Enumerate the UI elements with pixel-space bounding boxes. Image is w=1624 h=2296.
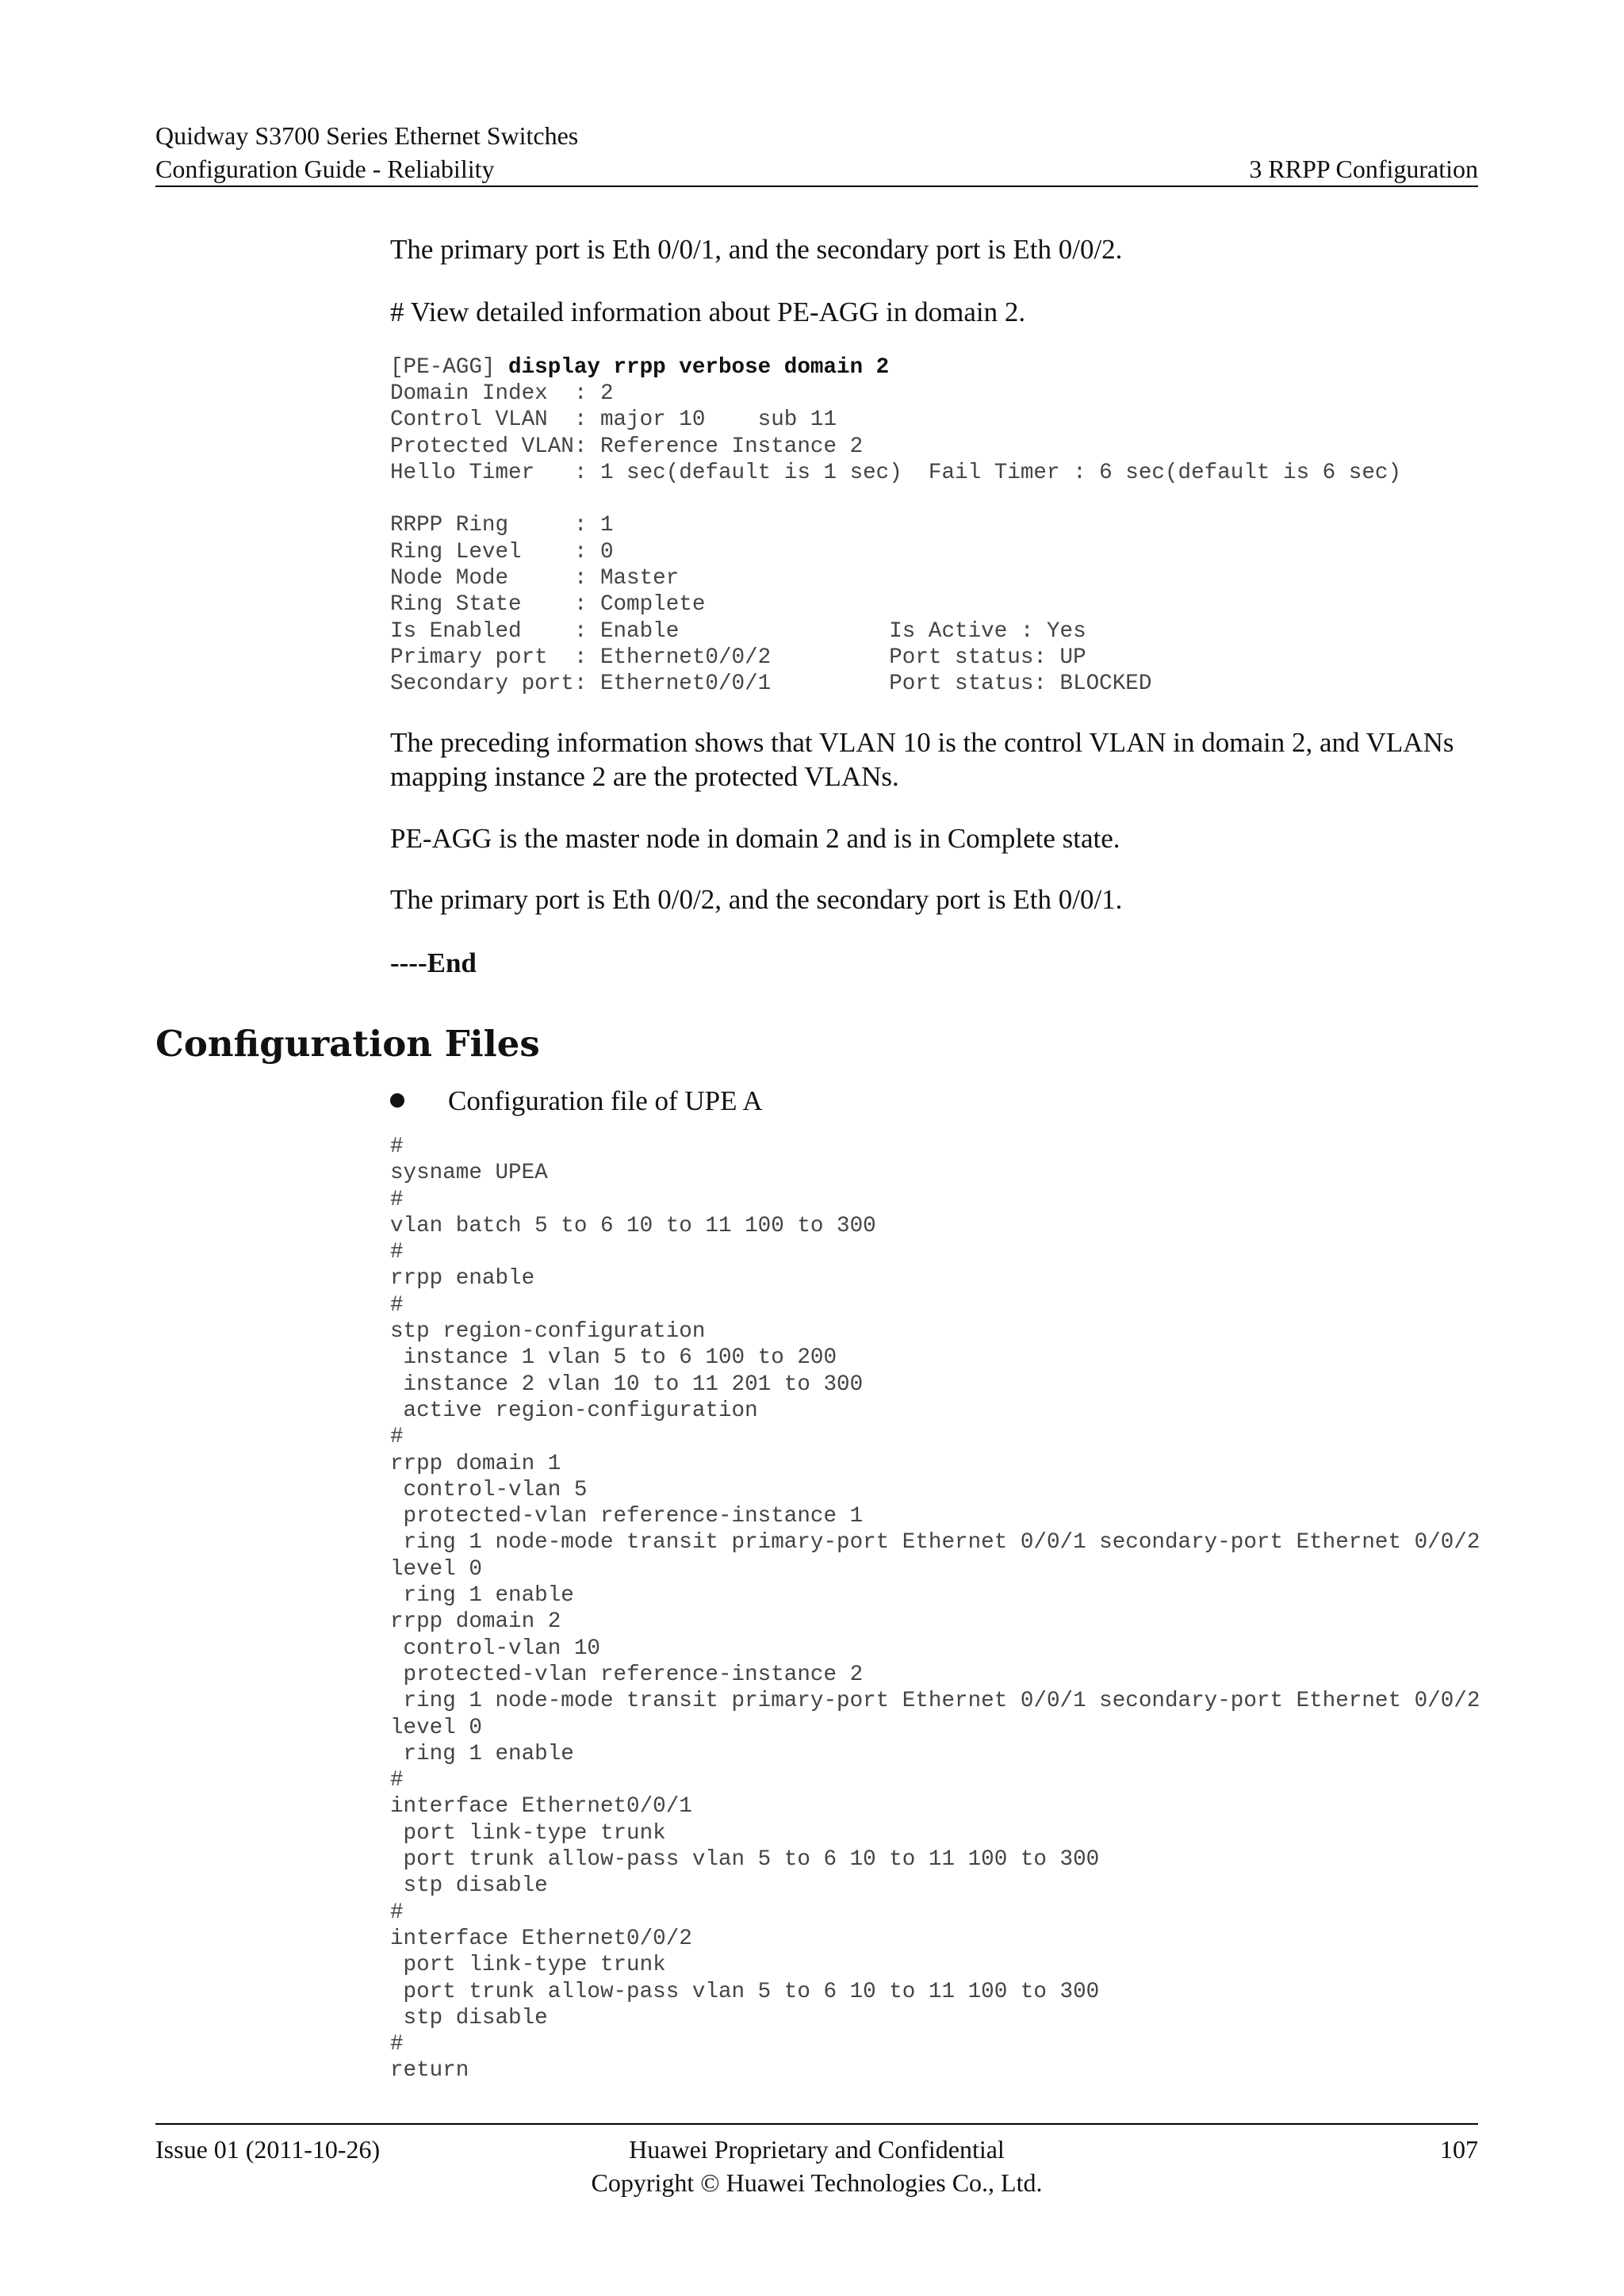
header-guide: Configuration Guide - Reliability (155, 155, 495, 183)
command-text: display rrpp verbose domain 2 (508, 355, 890, 380)
paragraph-primary-port-2: The primary port is Eth 0/0/2, and the secondary port is Eth 0/0/1. (390, 884, 1123, 915)
paragraph-master-node: PE-AGG is the master node in domain 2 and is in Complete state. (390, 823, 1120, 854)
header-chapter: 3 RRPP Configuration (1249, 155, 1478, 183)
command-prompt: [PE-AGG] (390, 355, 509, 380)
command-output: Domain Index : 2 Control VLAN : major 10 sub 11 Protected VLAN: Reference Instance 2 Hello Timer : 1 sec(default is 1 sec) Fail Timer : 6 sec(default is 6 sec) RRPP Ring : 1 Ring Level : 0 Node Mode : Master Ring State : Complete Is Enabled : Enable Is Active : Yes Primary port : Ethernet0/0/2 Port status: UP Secondary port: Ethernet0/0/1 Port status: BLOCKED (390, 381, 1402, 697)
paragraph-primary-port-1: The primary port is Eth 0/0/1, and the secondary port is Eth 0/0/2. (390, 234, 1123, 265)
end-marker: ----End (390, 947, 477, 978)
footer-proprietary: Huawei Proprietary and Confidential (629, 2135, 1005, 2164)
bullet-text: Configuration file of UPE A (448, 1085, 763, 1116)
config-file-upea: # sysname UPEA # vlan batch 5 to 6 10 to 11 100 to 300 # rrpp enable # stp region-configuration instance 1 vlan 5 to 6 100 to 200 instance 2 vlan 10 to 11 201 to 300 active region-configuration # rrpp domain 1 control-vlan 5 protected-vlan reference-instance 1 ring 1 node-mode transit primary-port Ethernet 0/0/1 secondary-port Ethernet 0/0/2 level 0 ring 1 enable rrpp domain 2 control-vlan 10 protected-vlan reference-instance 2 ring 1 node-mode transit primary-port Ethernet 0/0/1 secondary-port Ethernet 0/0/2 level 0 ring 1 enable # interface Ethernet0/0/1 port link-type trunk port trunk allow-pass vlan 5 to 6 10 to 11 100 to 300 stp disable # interface Ethernet0/0/2 port link-type trunk port trunk allow-pass vlan 5 to 6 10 to 11 100 to 300 stp disable # return (390, 1135, 1480, 2084)
page-header (155, 119, 1478, 187)
header-product: Quidway S3700 Series Ethernet Switches (155, 121, 579, 150)
bullet-dot-icon (390, 1093, 404, 1108)
footer-copyright: Copyright © Huawei Technologies Co., Ltd. (591, 2168, 1043, 2197)
footer-page-number: 107 (1440, 2135, 1478, 2164)
paragraph-preceding-info: The preceding information shows that VLAN 10 is the control VLAN in domain 2, and VLANs mapping instance 2 are the protected VLANs. (390, 727, 1454, 792)
command-block (390, 354, 1500, 381)
footer-issue: Issue 01 (2011-10-26) (155, 2135, 381, 2164)
paragraph-view-info: # View detailed information about PE-AGG in domain 2. (390, 297, 1026, 327)
footer-center (155, 2133, 1478, 2199)
page-footer (155, 2123, 1478, 2204)
section-title: Configuration Files (155, 1023, 540, 1065)
